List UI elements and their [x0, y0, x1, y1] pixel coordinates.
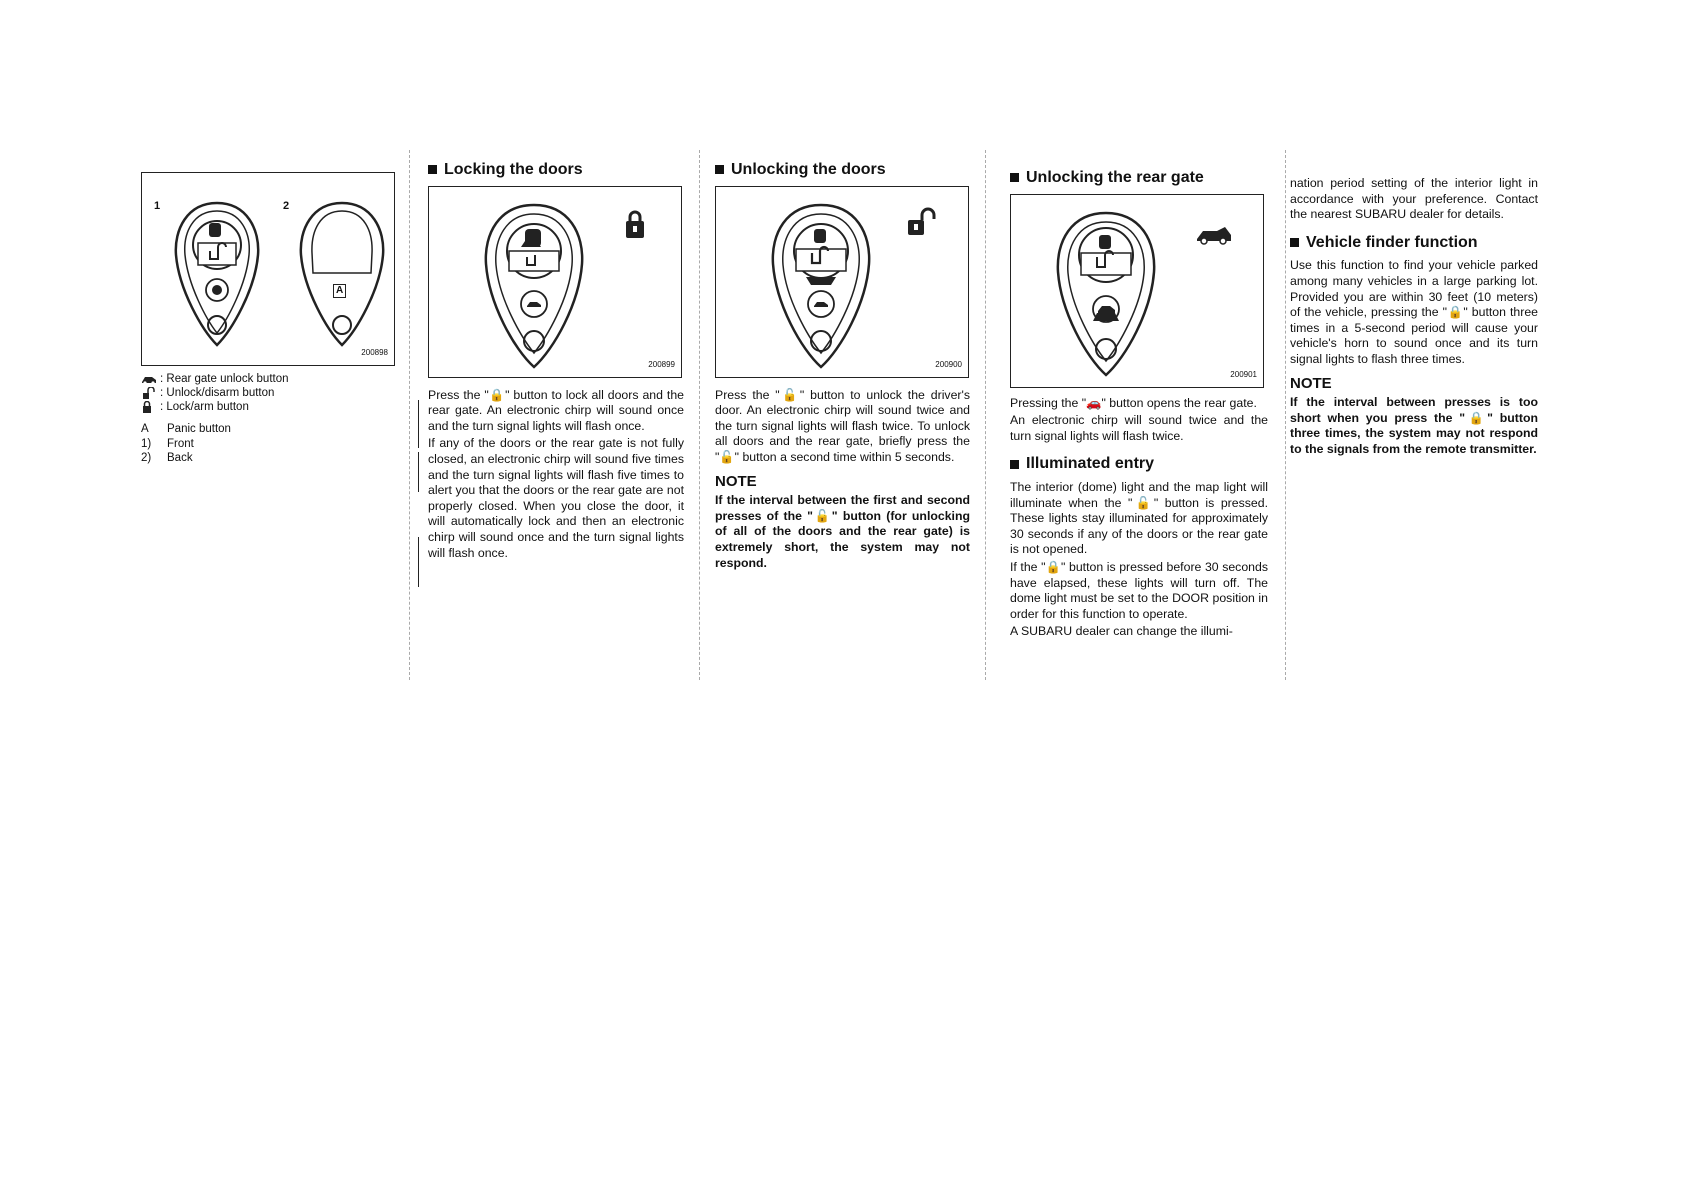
revision-bar: [418, 537, 419, 587]
figure-key-list: [141, 422, 396, 466]
icon-legend: [141, 372, 396, 414]
column-divider: [699, 150, 700, 680]
column-5: [1290, 176, 1538, 460]
list-item: A Panic button: [141, 423, 231, 435]
figure-label-1: 1: [154, 200, 161, 212]
bullet-square-icon: [715, 165, 724, 174]
bullet-square-icon: [1010, 460, 1019, 469]
column-divider: [409, 150, 410, 680]
body-text: [715, 388, 970, 572]
lock-icon: [623, 209, 647, 239]
paragraph: An electronic chirp will sound twice and the turn signal lights will flash twice.: [1010, 413, 1268, 443]
keyfob-unlock-illustration: [756, 189, 886, 375]
unlock-icon: [141, 387, 157, 399]
bullet-square-icon: [1010, 173, 1019, 182]
figure-number: 200899: [648, 360, 675, 369]
legend-item-rear-gate: [141, 372, 396, 386]
list-item: 1) Front: [141, 437, 194, 450]
section-heading: Illuminated entry: [1010, 456, 1268, 472]
section-heading: Locking the doors: [428, 162, 684, 178]
unlock-icon: [906, 207, 940, 237]
paragraph: The interior (dome) light and the map light will illuminate when the "🔓" button is pressed. These lights stay illuminated for approximately 30 seconds if any of the doors or the rear gate is not opened.: [1010, 479, 1268, 557]
figure-number: 200900: [935, 360, 962, 369]
body-text: [1010, 396, 1268, 445]
rear-gate-icon: [1195, 223, 1233, 245]
bullet-square-icon: [428, 165, 437, 174]
legend-text: : Unlock/disarm button: [160, 387, 275, 399]
section-heading: Unlocking the rear gate: [1010, 170, 1268, 186]
legend-item-lock: [141, 400, 396, 414]
column-3: [715, 162, 970, 573]
paragraph: Pressing the "🚗" button opens the rear gate.: [1010, 395, 1257, 410]
keyfob-back-illustration: [287, 185, 397, 355]
column-divider: [985, 150, 986, 680]
paragraph: Use this function to find your vehicle parked among many vehicles in a large parking lot. Provided you are within 30 feet (10 meters) of the vehicle, pressing the "🔒" button three times in a 5-second period will cause your vehicle's horn to sound once and its turn signal lights to flash three times.: [1290, 258, 1538, 366]
keyfob-front-illustration: [162, 185, 272, 355]
column-1: [141, 172, 396, 466]
column-divider: [1285, 150, 1286, 680]
figure-keyfob-front-back: [141, 172, 395, 366]
figure-rear-gate-button: [1010, 194, 1264, 388]
legend-text: : Lock/arm button: [160, 401, 249, 413]
list-item: 2) Back: [141, 452, 193, 464]
figure-number: 200901: [1230, 370, 1257, 379]
column-2: [428, 162, 684, 563]
paragraph: nation period setting of the interior light in accordance with your preference. Contact the nearest SUBARU dealer for details.: [1290, 176, 1538, 222]
body-text: [1010, 480, 1268, 640]
note-heading: NOTE: [715, 472, 757, 490]
revision-bar: [418, 400, 419, 448]
note-text: If the interval between the first and second presses of the "🔓" button (for unlocking of all of the doors and the rear gate) is extremely short, the system may not respond.: [715, 493, 970, 570]
body-text: [428, 388, 684, 562]
keyfob-rear-gate-illustration: [1041, 197, 1171, 383]
note-text: If the interval between presses is too short when you press the "🔒" button three times, the system may not respond to the signals from the remote transmitter.: [1290, 395, 1538, 456]
paragraph: If the "🔒" button is pressed before 30 seconds have elapsed, these lights will turn off. The dome light must be set to the DOOR position in order for this function to operate.: [1010, 559, 1268, 621]
legend-text: : Rear gate unlock button: [160, 373, 289, 385]
bullet-square-icon: [1290, 238, 1299, 247]
column-4: [1010, 170, 1268, 642]
lock-icon: [141, 401, 157, 413]
legend-item-unlock: [141, 386, 396, 400]
paragraph: Press the "🔓" button to unlock the driver's door. An electronic chirp will sound twice and the turn signal lights will flash twice. To unlock all doors and the rear gate, briefly press the "🔓" button a second time within 5 seconds.: [715, 387, 970, 464]
keyfob-lock-illustration: [469, 189, 599, 375]
note-heading: NOTE: [1290, 374, 1332, 392]
figure-label-a: A: [333, 284, 346, 298]
paragraph: A SUBARU dealer can change the illumi-: [1010, 624, 1233, 639]
figure-label-2: 2: [283, 200, 290, 212]
paragraph: If any of the doors or the rear gate is not fully closed, an electronic chirp will sound five times and the turn signal lights will flash five times to alert you that the doors or the rear gate are not properly closed. When you close the door, it will automatically lock and then an electronic chirp will sound once and the turn signal lights will flash once.: [428, 436, 684, 560]
section-heading: Unlocking the doors: [715, 162, 970, 178]
paragraph: Press the "🔒" button to lock all doors and the rear gate. An electronic chirp will sound once and the turn signal lights will flash once.: [428, 387, 684, 433]
figure-unlock-button: [715, 186, 969, 378]
revision-bar: [418, 452, 419, 492]
figure-lock-button: [428, 186, 682, 378]
section-heading: Vehicle finder function: [1290, 235, 1538, 251]
figure-number: 200898: [361, 348, 388, 358]
rear-gate-icon: [141, 373, 157, 385]
